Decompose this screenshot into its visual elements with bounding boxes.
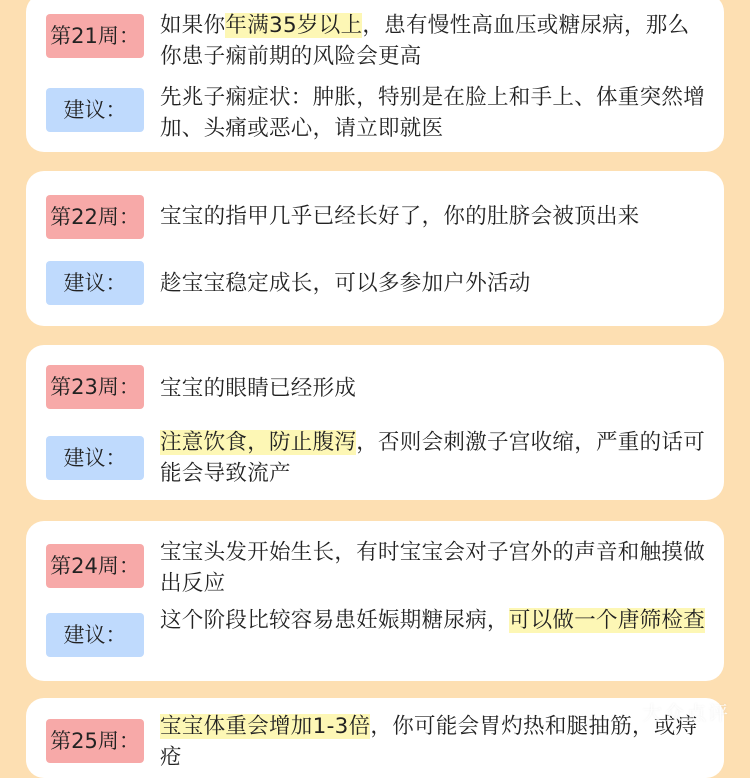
tip-label: 建议： [46,436,144,480]
tip-text: 注意饮食，防止腹泻，否则会刺激子宫收缩，严重的话可能会导致流产 [160,430,706,486]
tip-label: 建议： [46,88,144,132]
week-description: 宝宝的指甲几乎已经长好了，你的肚脐会被顶出来 [160,204,640,229]
week-label: 第24周： [46,544,144,588]
week-card-21 [26,0,724,152]
week-card-23 [26,345,724,500]
week-description: 宝宝的眼睛已经形成 [160,376,357,401]
week-card-25 [26,698,724,778]
week-card-24 [26,521,724,681]
watermark-logo: 大众点评 [642,701,730,725]
tip-text: 趁宝宝稳定成长，可以多参加户外活动 [160,271,531,296]
tip-label: 建议： [46,261,144,305]
week-label: 第22周： [46,195,144,239]
week-description: 如果你年满35岁以上，患有慢性高血压或糖尿病，那么你患子痫前期的风险会更高 [160,13,690,69]
week-description: 宝宝头发开始生长，有时宝宝会对子宫外的声音和触摸做出反应 [160,540,706,596]
week-description: 宝宝体重会增加1-3倍，你可能会胃灼热和腿抽筋，或痔疮 [160,714,698,770]
week-label: 第21周： [46,14,144,58]
tip-label: 建议： [46,613,144,657]
tip-text: 这个阶段比较容易患妊娠期糖尿病，可以做一个唐筛检查 [160,608,706,633]
week-card-22 [26,171,724,326]
week-label: 第25周： [46,719,144,763]
tip-text: 先兆子痫症状：肿胀，特别是在脸上和手上、体重突然增加、头痛或恶心，请立即就医 [160,85,706,141]
week-label: 第23周： [46,365,144,409]
